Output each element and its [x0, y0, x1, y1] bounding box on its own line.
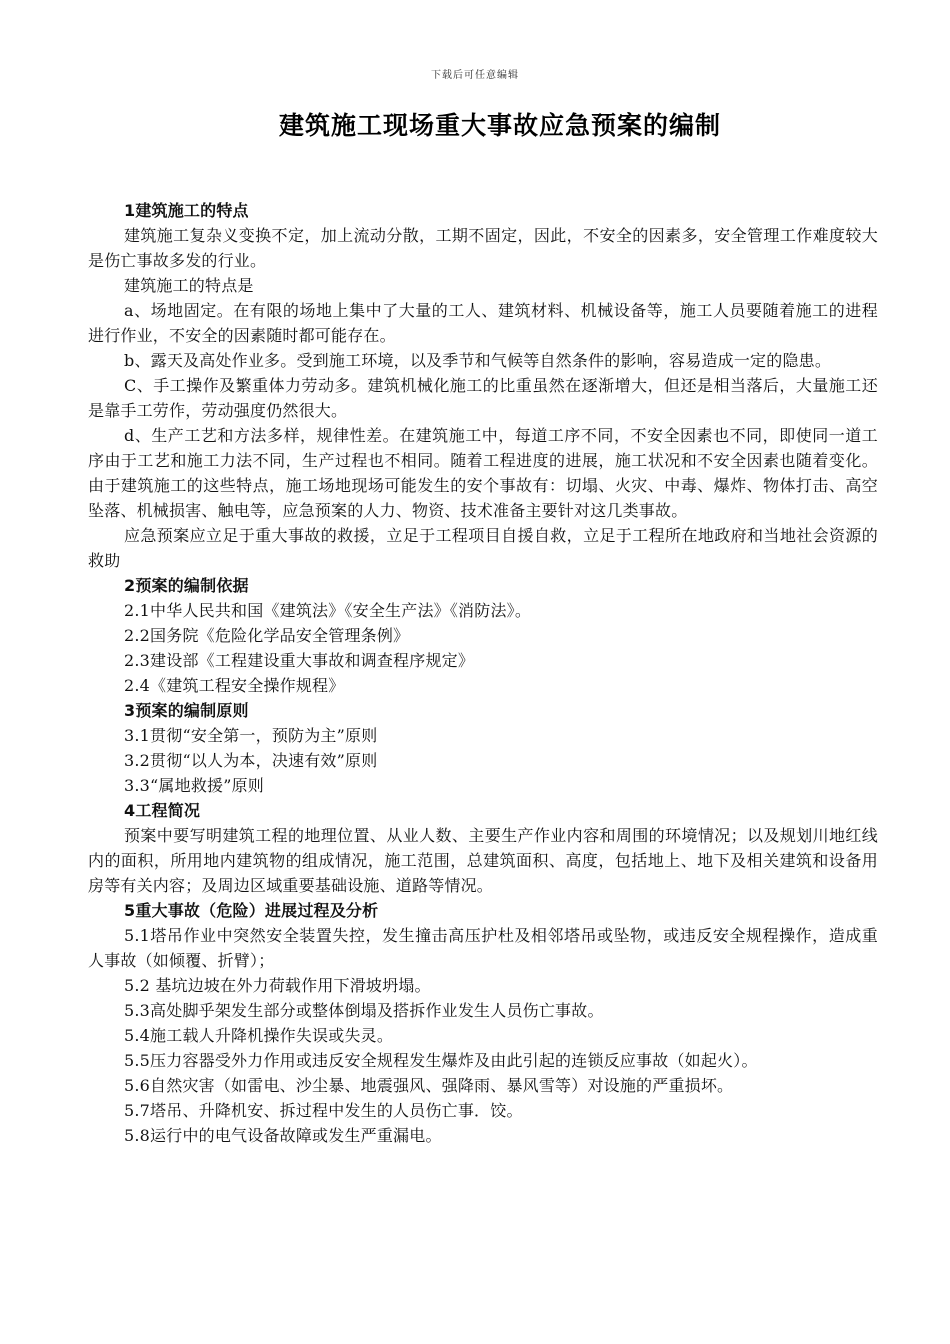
list-item: 5.5压力容器受外力作用或违反安全规程发生爆炸及由此引起的连锁反应事故（如起火）。	[124, 1051, 758, 1070]
paragraph: C、手工操作及繁重体力劳动多。建筑机械化施工的比重虽然在逐渐增大，但还是相当落后，大量施工还是靠手工劳作，劳动强度仍然很大。	[88, 376, 878, 420]
paragraph: 建筑施工复杂义变换不定，加上流动分散，工期不固定，因此，不安全的因素多，安全管理工作难度较大是伤亡事故多发的行业。	[88, 226, 878, 270]
list-item: 5.4施工载人升降机操作失误或失灵。	[124, 1026, 394, 1045]
section-heading-3: 3预案的编制原则	[124, 701, 249, 720]
list-item: 3.3“属地救援”原则	[124, 776, 265, 795]
list-item: 2.1中华人民共和国《建筑法》《安全生产法》《消防法》。	[124, 601, 532, 620]
section-heading-1: 1建筑施工的特点	[124, 201, 249, 220]
paragraph: a、场地固定。在有限的场地上集中了大量的工人、建筑材料、机械设备等，施工人员要随着施工的进程进行作业，不安全的因素随时都可能存在。	[88, 301, 878, 345]
paragraph: d、生产工艺和方法多样，规律性差。在建筑施工中，每道工序不同，不安全因素也不同，即使同一道工序由于工艺和施工力法不同，生产过程也不相同。随着工程进度的进展，施工状况和不安全因素也随着变化。由于建筑施工的这些特点，施工场地现场可能发生的安个事故有：切塌、火灾、中毒、爆炸、物体打击、高空坠落、机械损害、触电等，应急预案的人力、物资、技术准备主要针对这几类事故。	[88, 426, 878, 520]
paragraph: b、露天及高处作业多。受到施工环境，以及季节和气候等自然条件的影响，容易造成一定的隐患。	[124, 351, 832, 370]
list-item: 3.1贯彻“安全第一，预防为主”原则	[124, 726, 378, 745]
list-item: 5.8运行中的电气设备故障或发生严重漏电。	[124, 1126, 442, 1145]
document-title: 建筑施工现场重大事故应急预案的编制	[278, 111, 721, 140]
list-item: 2.3建设部《工程建设重大事故和调查程序规定》	[124, 651, 475, 670]
list-item: 5.3高处脚乎架发生部分或整体倒塌及搭拆作业发生人员伤亡事故。	[124, 1001, 604, 1020]
list-item: 5.6自然灾害（如雷电、沙尘暴、地震强风、强降雨、暴风雪等）对设施的严重损坏。	[124, 1076, 734, 1095]
section-heading-5: 5重大事故（危险）进展过程及分析	[124, 901, 379, 920]
section-heading-4: 4工程简况	[124, 801, 201, 820]
list-item: 5.2 基坑边坡在外力荷载作用下滑坡坍塌。	[124, 976, 431, 995]
list-item: 5.7塔吊、升降机安、拆过程中发生的人员伤亡事．饺。	[124, 1101, 523, 1120]
list-item: 2.2国务院《危险化学品安全管理条例》	[124, 626, 410, 645]
list-item: 2.4《建筑工程安全操作规程》	[124, 676, 345, 695]
list-item: 3.2贯彻“以人为本，决速有效”原则	[124, 751, 378, 770]
list-item: 5.1塔吊作业中突然安全装置失控，发生撞击高压护杜及相邻塔吊或坠物，或违反安全规程操作，造成重人事故（如倾覆、折臂）；	[88, 926, 878, 970]
paragraph: 预案中要写明建筑工程的地理位置、从业人数、主要生产作业内容和周围的环境情况；以及规划川地红线内的面积，所用地内建筑物的组成情况，施工范围，总建筑面积、高度，包括地上、地下及相关建筑和设备用房等有关内容；及周边区域重要基础设施、道路等情况。	[88, 826, 878, 895]
paragraph: 应急预案应立足于重大事故的救援，立足于工程项目自援自救，立足于工程所在地政府和当地社会资源的救助	[88, 526, 878, 570]
header-note: 下载后可任意编辑	[431, 70, 519, 81]
paragraph: 建筑施工的特点是	[124, 276, 254, 295]
section-heading-2: 2预案的编制依据	[124, 576, 249, 595]
document-body	[88, 198, 878, 1148]
